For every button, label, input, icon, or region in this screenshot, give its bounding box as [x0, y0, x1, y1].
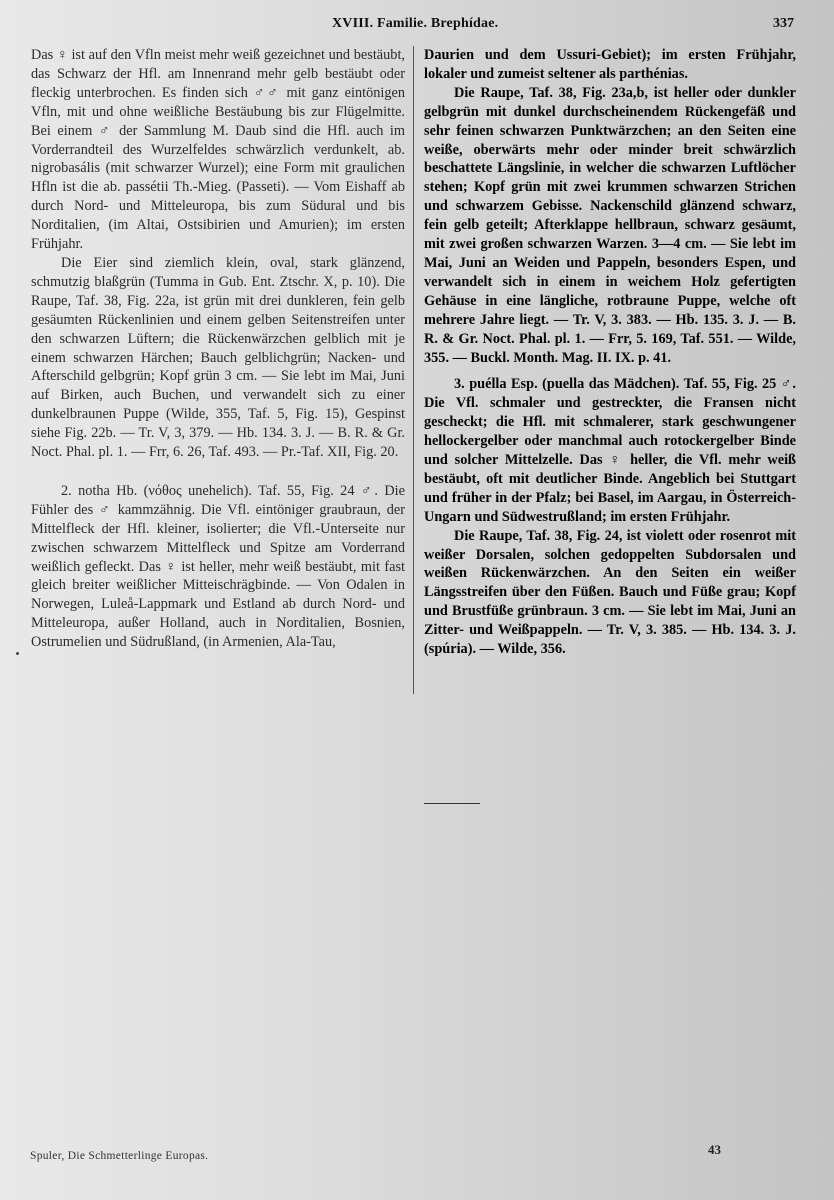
right-column — [424, 46, 796, 659]
left-paragraph-1: Das ♀ ist auf den Vfln meist mehr weiß gezeichnet und bestäubt, das Schwarz der Hfl. am Innenrand mehr gelb bestäubt oder fleckig unterbrochen. Es finden sich ♂♂ mit ganz eintönigen Vfln, mit und ohne weißliche Bestäubung bis zur Flügelmitte. Bei einem ♂ der Sammlung M. Daub sind die Hfl. auch im Vorderrandteil des Wurzelfeldes schwärzlich verdunkelt, ab. nigrobasális (mit schwarzer Wurzel); eine Form mit graulichen Hfln ist die ab. passétii Th.-Mieg. (Passeti). — Vom Eishaff ab durch Nord- und Mitteleuropa, bis zum Südural und bis Norditalien, (im Altai, Ostsibirien und Amurien); im ersten Frühjahr. — [31, 47, 405, 253]
left-column — [31, 46, 405, 652]
running-title: XVIII. Familie. Brephídae. — [332, 16, 499, 31]
right-paragraph-2: Die Raupe, Taf. 38, Fig. 23a,b, ist heller oder dunkler gelbgrün mit dunkel durchscheinendem Rückengefäß und sehr feinen schwarzen Punktwärzchen; an den Seiten eine weiße, oberwärts mehr oder minder breit schwärzlich beschattete Längslinie, in welcher die schwarzen Luftlöcher stehen; Kopf grün mit zwei krummen schwarzen Strichen und schwarzem Gebisse. Nackenschild glänzend schwarz, fein gelb geteilt; Afterklappe hellbraun, schwarz gesäumt, mit zwei großen schwarzen Warzen. 3—4 cm. — Sie lebt im Mai, Juni an Weiden und Pappeln, besonders Espen, und verwandelt sich in einem in weichem Holz gefertigten Gehäuse in eine längliche, rotbraune Puppe, welche oft mehrere Jahre liegt. — Tr. V, 3. 383. — Hb. 135. 3. J. — B. R. & Gr. Noct. Phal. pl. 1. — Frr, 5. 169, Taf. 551. — Wilde, 355. — Buckl. Month. Mag. II. IX. p. 41. — [424, 84, 796, 366]
right-paragraph-4: Die Raupe, Taf. 38, Fig. 24, ist violett oder rosenrot mit weißer Dorsalen, solchen gedoppelten Subdorsalen und weißen Rückenwärzchen. An den Seiten ein weißer Längsstreifen über den Füßen. Bauch und Füße grau; Kopf und Brustfüße grünbraun. 3 cm. — Sie lebt im Mai, Juni an Zitter- und Weißpappeln. — Tr. V, 3. 385. — Hb. 134. 3. J. (spúria). — Wilde, 356. — [424, 527, 796, 658]
margin-speck — [16, 652, 19, 655]
notha-entry: 2. notha Hb. (νόθος unehelich). Taf. 55, Fig. 24 ♂. Die Fühler des ♂ kammzähnig. Die Vfl. eintöniger graubraun, der Mittelfleck der Hfl. kleiner, isolierter; die Vfl.-Unterseite nur zwischen schwarzem Mittelfleck und Spitze am Vorderrand weißlich gefleckt. Das ♀ ist heller, mehr weiß bestäubt, mit fast gleich breiter weißlicher Mitteischrägbinde. — Von Odalen in Norwegen, Luleå-Lappmark und Estland ab durch Nord- und Mitteleuropa, außer Holland, auch in Norditalien, Bosnien, Ostrumelien und Südrußland, (in Armenien, Ala-Tau, — [31, 482, 405, 651]
puella-entry: 3. puélla Esp. (puella das Mädchen). Taf. 55, Fig. 25 ♂. Die Vfl. schmaler und gestreckter, die Fransen nicht gescheckt; die Hfl. mit schmalerer, stark geschwungener hellockergelber oder manchmal auch rotockergelber Binde und solcher Mittelzelle. Das ♀ heller, die Vfl. mehr weiß bestäubt, oft mit deutlicher Binde. Angeblich bei Stuttgart und früher in der Pfalz; bei Basel, im Aargau, in Österreich-Ungarn und Südwestrußland; im ersten Frühjahr. — [424, 376, 796, 525]
right-paragraph-1: Daurien und dem Ussuri-Gebiet); im ersten Frühjahr, lokaler und zumeist seltener als parthénias. — [424, 47, 796, 82]
left-paragraph-2: Die Eier sind ziemlich klein, oval, stark glänzend, schmutzig blaßgrün (Tumma in Gub. Ent. Ztschr. X, p. 10). Die Raupe, Taf. 38, Fig. 22a, ist grün mit drei dunkleren, fein gelb gesäumten Rückenlinien und einem gelben Seitenstreifen unter den schwarzen Lüftern; die Rückenwärzchen gelblich mit je einem schwarzen Härchen; Bauch gelblichgrün; Nacken- und Afterschild gelbgrün; Kopf grün 3 cm. — Sie lebt im Mai, Juni auf Birken, auch Buchen, und verwandelt sich zu einer dunkelbraunen Puppe (Wilde, 355, Taf. 5, Fig. 15), Gespinst siehe Fig. 22b. — Tr. V, 3, 379. — Hb. 134. 3. J. — B. R. & Gr. Noct. Phal. pl. 1. — Frr, 6. 26, Taf. 493. — Pr.-Taf. XII, Fig. 20. — [31, 254, 405, 461]
footer-signature: Spuler, Die Schmetterlinge Europas. — [30, 1150, 209, 1162]
page-header — [30, 14, 794, 36]
page-number: 337 — [773, 16, 794, 31]
column-divider — [413, 46, 414, 694]
section-end-rule — [424, 803, 480, 804]
footer-sheet-number: 43 — [708, 1142, 721, 1157]
